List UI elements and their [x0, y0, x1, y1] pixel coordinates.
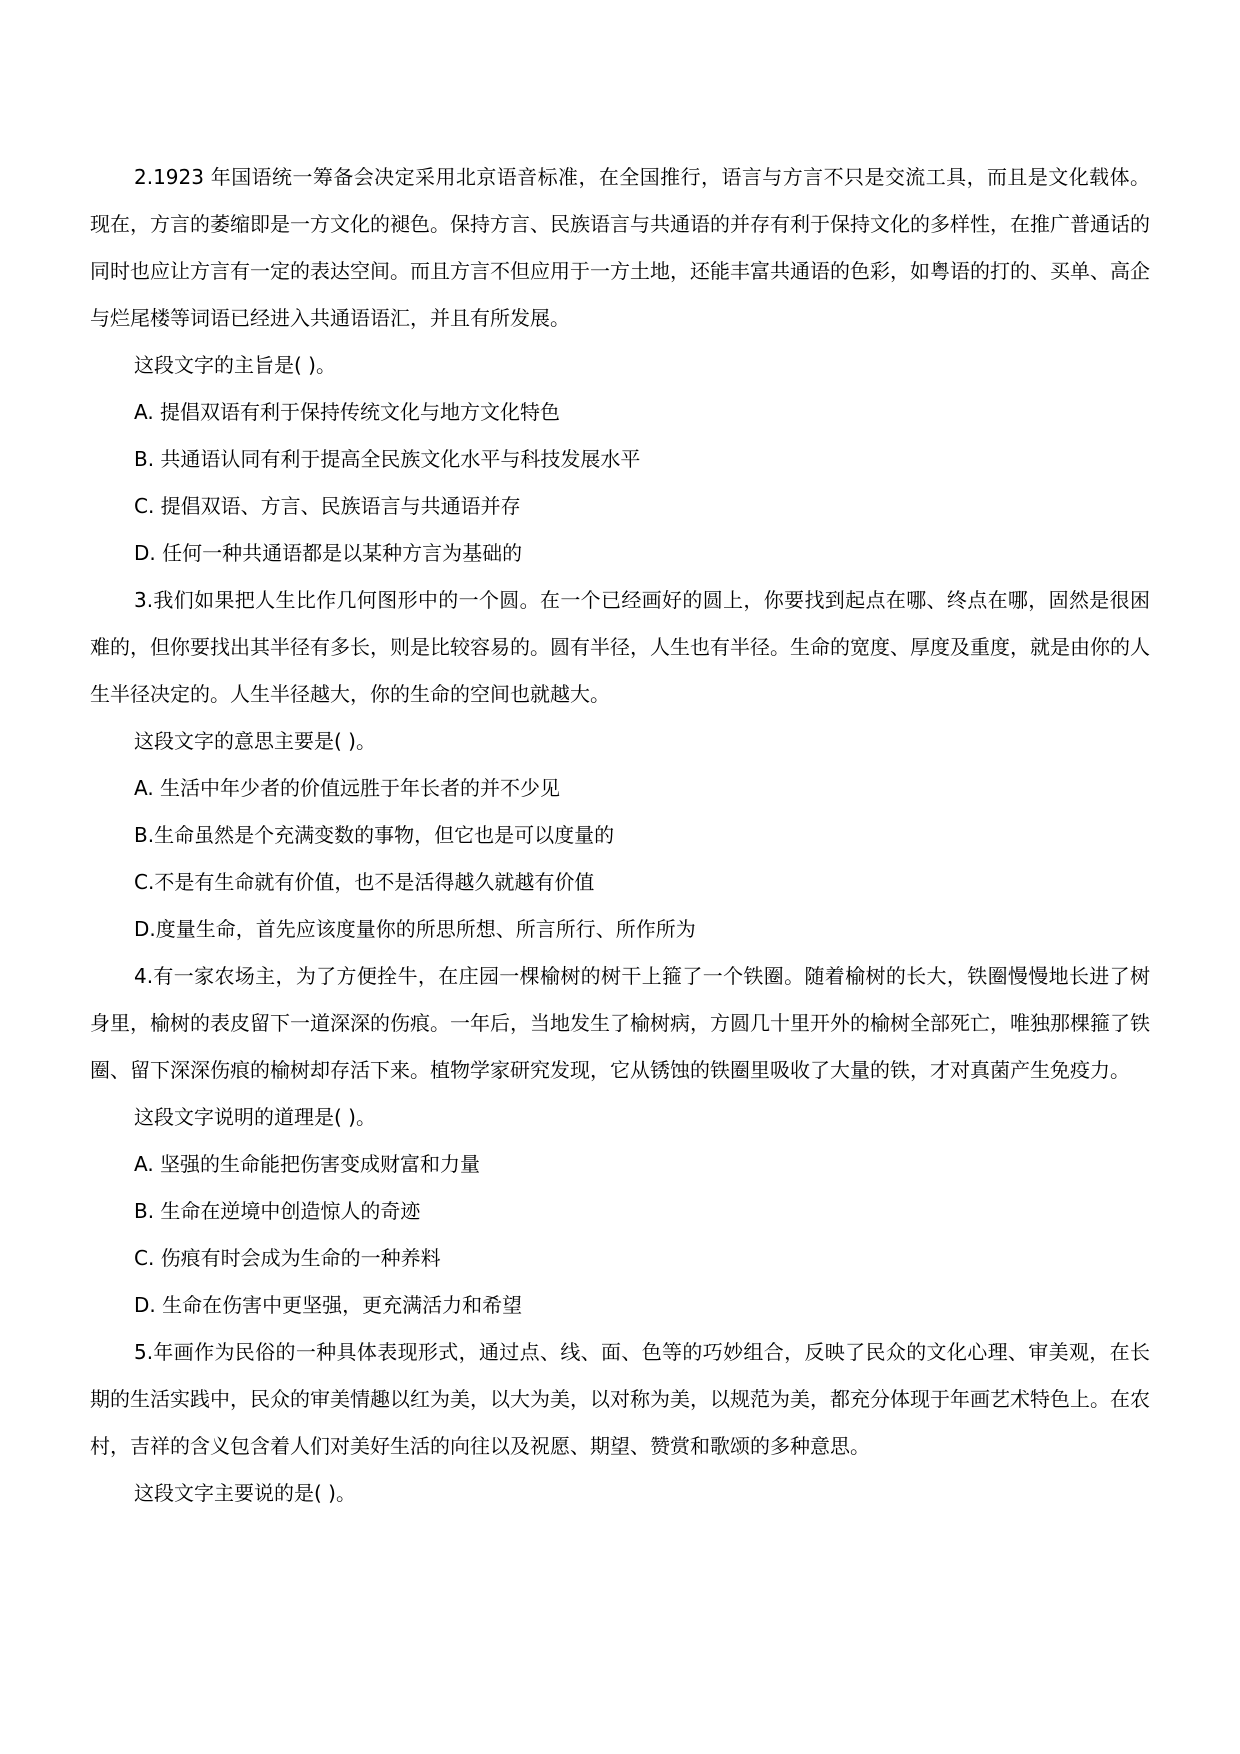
passage-5: 5.年画作为民俗的一种具体表现形式，通过点、线、面、色等的巧妙组合，反映了民众的文化心理、审美观，在长期的生活实践中，民众的审美情趣以红为美，以大为美，以对称为美，以规范为美，都充分体现于年画艺术特色上。在农村，吉祥的含义包含着人们对美好生活的向往以及祝愿、期望、赞赏和歌颂的多种意思。	[90, 1340, 1150, 1458]
option-2-d: D. 任何一种共通语都是以某种方言为基础的	[134, 541, 523, 565]
option-3-b: B.生命虽然是个充满变数的事物，但它也是可以度量的	[134, 823, 615, 847]
question-stem-4: 这段文字说明的道理是( )。	[134, 1105, 376, 1129]
option-3-d: D.度量生命，首先应该度量你的所思所想、所言所行、所作所为	[134, 917, 696, 941]
option-4-d: D. 生命在伤害中更坚强，更充满活力和希望	[134, 1293, 523, 1317]
passage-4: 4.有一家农场主，为了方便拴牛，在庄园一棵榆树的树干上箍了一个铁圈。随着榆树的长大，铁圈慢慢地长进了树身里，榆树的表皮留下一道深深的伤痕。一年后，当地发生了榆树病，方圆几十里开外的榆树全部死亡，唯独那棵箍了铁圈、留下深深伤痕的榆树却存活下来。植物学家研究发现，它从锈蚀的铁圈里吸收了大量的铁，才对真菌产生免疫力。	[90, 964, 1150, 1082]
passage-3: 3.我们如果把人生比作几何图形中的一个圆。在一个已经画好的圆上，你要找到起点在哪、终点在哪，固然是很困难的，但你要找出其半径有多长，则是比较容易的。圆有半径，人生也有半径。生命的宽度、厚度及重度，就是由你的人生半径决定的。人生半径越大，你的生命的空间也就越大。	[90, 588, 1150, 706]
option-2-b: B. 共通语认同有利于提高全民族文化水平与科技发展水平	[134, 447, 641, 471]
option-2-a: A. 提倡双语有利于保持传统文化与地方文化特色	[134, 400, 561, 424]
passage-2: 2.1923 年国语统一筹备会决定采用北京语音标准，在全国推行，语言与方言不只是交流工具，而且是文化载体。现在，方言的萎缩即是一方文化的褪色。保持方言、民族语言与共通语的并存有利于保持文化的多样性，在推广普通话的同时也应让方言有一定的表达空间。而且方言不但应用于一方土地，还能丰富共通语的色彩，如粤语的打的、买单、高企与烂尾楼等词语已经进入共通语语汇，并且有所发展。	[90, 165, 1150, 330]
option-3-a: A. 生活中年少者的价值远胜于年长者的并不少见	[134, 776, 561, 800]
option-4-b: B. 生命在逆境中创造惊人的奇迹	[134, 1199, 421, 1223]
question-stem-3: 这段文字的意思主要是( )。	[134, 729, 376, 753]
question-5	[90, 1329, 1150, 1517]
option-2-c: C. 提倡双语、方言、民族语言与共通语并存	[134, 494, 521, 518]
question-4	[90, 953, 1150, 1329]
option-4-c: C. 伤痕有时会成为生命的一种养料	[134, 1246, 441, 1270]
option-3-c: C.不是有生命就有价值，也不是活得越久就越有价值	[134, 870, 595, 894]
question-stem-5: 这段文字主要说的是( )。	[134, 1481, 356, 1505]
question-stem-2: 这段文字的主旨是( )。	[134, 353, 336, 377]
question-2	[90, 154, 1150, 577]
question-3	[90, 577, 1150, 953]
option-4-a: A. 坚强的生命能把伤害变成财富和力量	[134, 1152, 481, 1176]
